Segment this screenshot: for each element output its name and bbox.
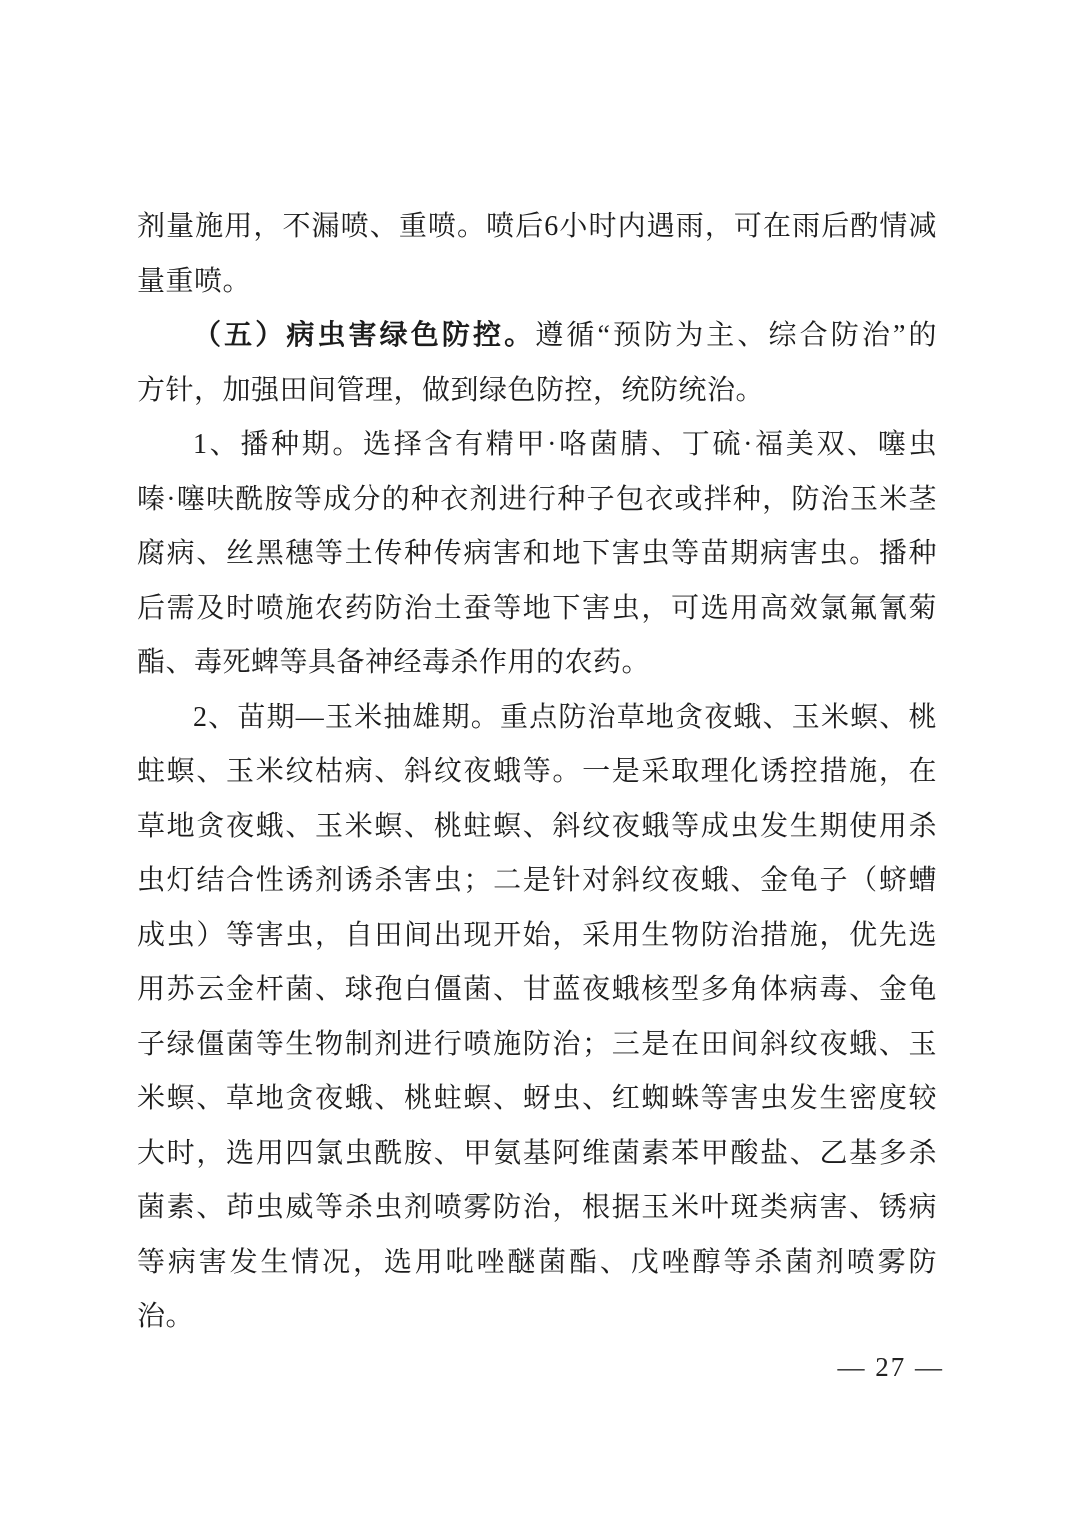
page-number: — 27 — <box>837 1352 944 1382</box>
text-line: 嗪·噻呋酰胺等成分的种衣剂进行种子包衣或拌种，防治玉米茎 <box>137 483 937 515</box>
text-line: 量重喷。 <box>137 265 252 297</box>
text-line: 成虫）等害虫，自田间出现开始，采用生物防治措施，优先选 <box>137 919 937 951</box>
text-line: 虫灯结合性诱剂诱杀害虫；二是针对斜纹夜蛾、金龟子（蛴螬 <box>137 865 937 896</box>
section-heading: （五）病虫害绿色防控。 <box>193 320 536 351</box>
text-line: 酯、毒死蜱等具备神经毒杀作用的农药。 <box>137 647 651 678</box>
text-line: 2、苗期—玉米抽雄期。重点防治草地贪夜蛾、玉米螟、桃 <box>193 701 937 733</box>
text-line: 蛀螟、玉米纹枯病、斜纹夜蛾等。一是采取理化诱控措施，在 <box>137 756 937 787</box>
text-line: 等病害发生情况，选用吡唑醚菌酯、戊唑醇等杀菌剂喷雾防 <box>137 1246 937 1278</box>
text-line: 大时，选用四氯虫酰胺、甲氨基阿维菌素苯甲酸盐、乙基多杀 <box>137 1137 937 1169</box>
text-line: 腐病、丝黑穗等土传种传病害和地下害虫等苗期病害虫。播种 <box>137 538 937 569</box>
text-line: 用苏云金杆菌、球孢白僵菌、甘蓝夜蛾核型多角体病毒、金龟 <box>137 974 937 1005</box>
page-content <box>137 200 937 1345</box>
text-line <box>137 309 937 364</box>
text-line: 后需及时喷施农药防治土蚕等地下害虫，可选用高效氯氟氰菊 <box>137 592 937 624</box>
text-line: 子绿僵菌等生物制剂进行喷施防治；三是在田间斜纹夜蛾、玉 <box>137 1028 937 1060</box>
text-line: 1、播种期。选择含有精甲·咯菌腈、丁硫·福美双、噻虫 <box>193 429 937 460</box>
page-footer <box>838 1352 945 1382</box>
text-line: 菌素、茚虫威等杀虫剂喷雾防治，根据玉米叶斑类病害、锈病 <box>137 1192 937 1223</box>
text-line: 治。 <box>137 1301 195 1332</box>
text-line: 米螟、草地贪夜蛾、桃蛀螟、蚜虫、红蜘蛛等害虫发生密度较 <box>137 1083 937 1114</box>
text-line: 方针，加强田间管理，做到绿色防控，统防统治。 <box>137 374 765 406</box>
text-segment: 遵循“预防为主、综合防治”的 <box>535 320 937 351</box>
text-line: 草地贪夜蛾、玉米螟、桃蛀螟、斜纹夜蛾等成虫发生期使用杀 <box>137 810 937 842</box>
text-line: 剂量施用，不漏喷、重喷。喷后6小时内遇雨，可在雨后酌情减 <box>137 211 937 242</box>
